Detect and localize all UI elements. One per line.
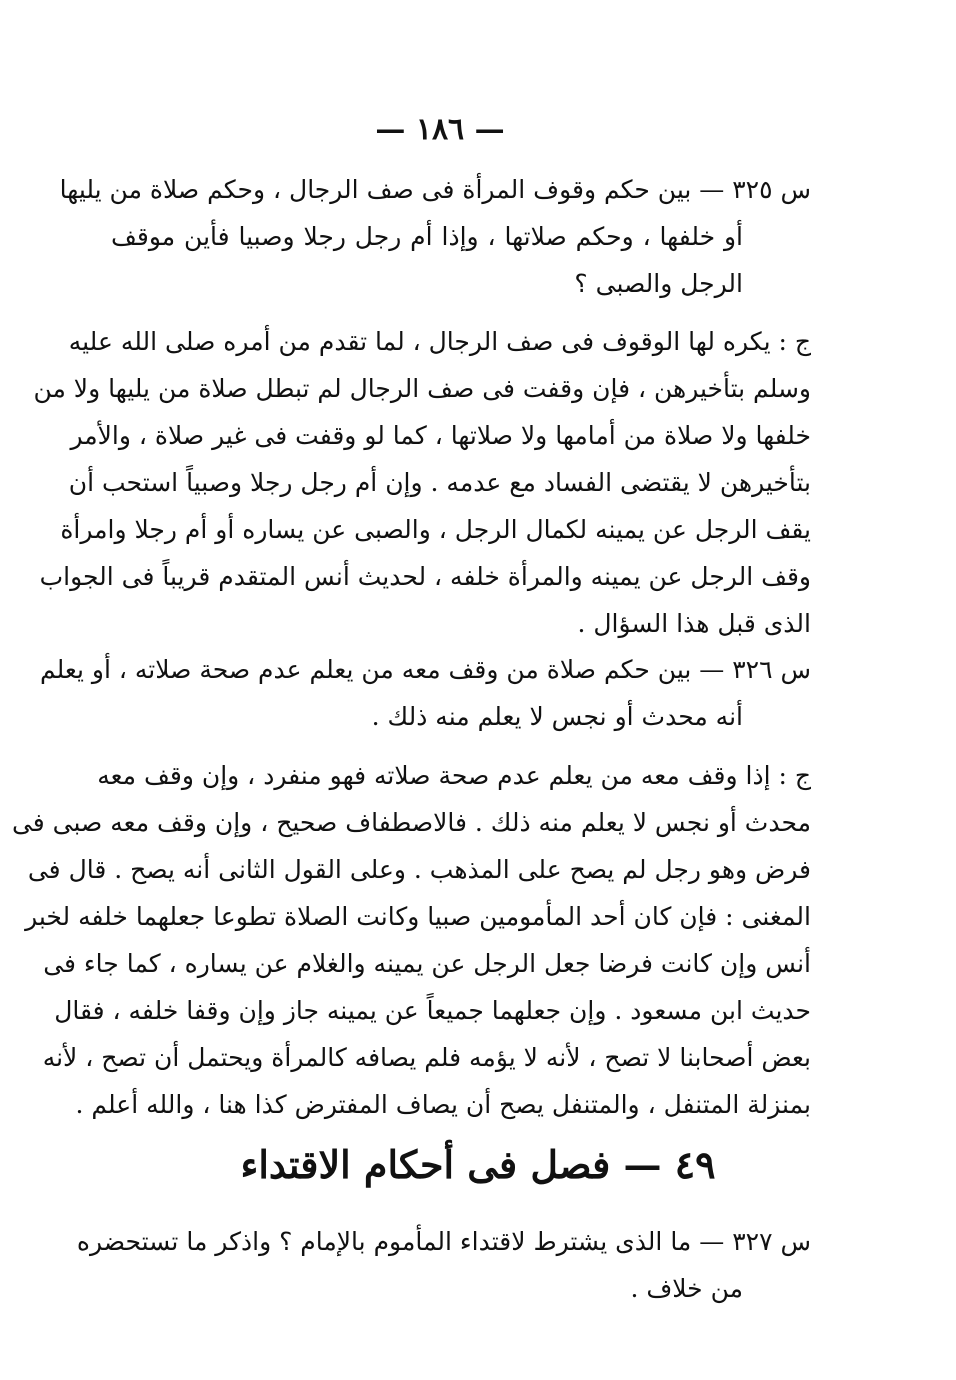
- question-325: [59, 166, 811, 307]
- question-325-line-3: الرجل والصبى ؟: [574, 269, 743, 298]
- answer-326-line-4: المغنى : فإن كان أحد المأمومين صبيا وكانت الصلاة تطوعا جعلهما خلفه لخبر: [25, 902, 811, 931]
- question-327: [76, 1218, 811, 1312]
- answer-325: [33, 318, 811, 647]
- question-325-line-1: س ٣٢٥ — بين حكم وقوف المرأة فى صف الرجال ، وحكم صلاة من يليها: [59, 175, 811, 204]
- answer-325-line-5: يقف الرجل عن يمينه لكمال الرجل ، والصبى عن يساره أو أم رجلا وامرأة: [60, 515, 811, 544]
- answer-325-line-7: الذى قبل هذا السؤال .: [577, 609, 811, 638]
- answer-325-line-4: بتأخيرهن لا يقتضى الفساد مع عدمه . وإن أم رجل رجلا وصبياً استحب أن: [68, 468, 811, 497]
- answer-326-line-1: ج : إذا وقف معه من يعلم عدم صحة صلاته فهو منفرد ، وإن وقف معه: [97, 761, 811, 790]
- answer-326-line-5: أنس وإن كانت فرضا جعل الرجل عن يمينه والغلام عن يساره ، كما جاء فى: [43, 949, 811, 978]
- section-heading: ٤٩ — فصل فى أحكام الاقتداء: [240, 1142, 716, 1187]
- question-326: [40, 646, 811, 740]
- answer-325-line-3: خلفها ولا صلاة من أمامها ولا صلاتها ، كما لو وقفت فى غير صلاة ، والأمر: [70, 421, 811, 450]
- answer-326-line-2: محدث أو نجس لا يعلم منه ذلك . فالاصطفاف صحيح ، وإن وقف معه صبى فى: [11, 808, 811, 837]
- question-325-line-2: أو خلفها ، وحكم صلاتها ، وإذا أم رجل رجلا وصبيا فأين موقف: [111, 222, 743, 251]
- answer-325-line-2: وسلم بتأخيرهن ، فإن وقفت فى صف الرجال لم تبطل صلاة من يليها ولا من: [33, 374, 811, 403]
- question-327-line-1: س ٣٢٧ — ما الذى يشترط لاقتداء المأموم بالإمام ؟ واذكر ما تستحضره: [76, 1227, 811, 1256]
- answer-326-line-3: فرض وهو رجل لم يصح على المذهب . وعلى القول الثانى أنه يصح . قال فى: [27, 855, 811, 884]
- answer-326: [11, 752, 811, 1128]
- answer-326-line-7: بعض أصحابنا لا تصح ، لأنه لا يؤمه فلم يصافه كالمرأة ويحتمل أن تصح ، لأنه: [42, 1043, 811, 1072]
- question-326-line-2: أنه محدث أو نجس لا يعلم منه ذلك .: [371, 702, 743, 731]
- answer-326-line-8: بمنزلة المتنفل ، والمتنفل يصح أن يصاف المفترض كذا هنا ، والله أعلم .: [75, 1090, 811, 1119]
- answer-325-line-1: ج : يكره لها الوقوف فى صف الرجال ، لما تقدم من أمره صلى الله عليه: [68, 327, 811, 356]
- answer-325-line-6: وقف الرجل عن يمينه والمرأة خلفه ، لحديث أنس المتقدم قريباً فى الجواب: [39, 562, 811, 591]
- question-327-line-2: من خلاف .: [630, 1274, 743, 1303]
- answer-326-line-6: حديث ابن مسعود . وإن جعلهما جميعاً عن يمينه جاز وإن وقفا خلفه ، فقال: [54, 996, 811, 1025]
- question-326-line-1: س ٣٢٦ — بين حكم صلاة من وقف معه من يعلم عدم صحة صلاته ، أو يعلم: [40, 655, 811, 684]
- page-number: — ١٨٦ —: [375, 112, 505, 147]
